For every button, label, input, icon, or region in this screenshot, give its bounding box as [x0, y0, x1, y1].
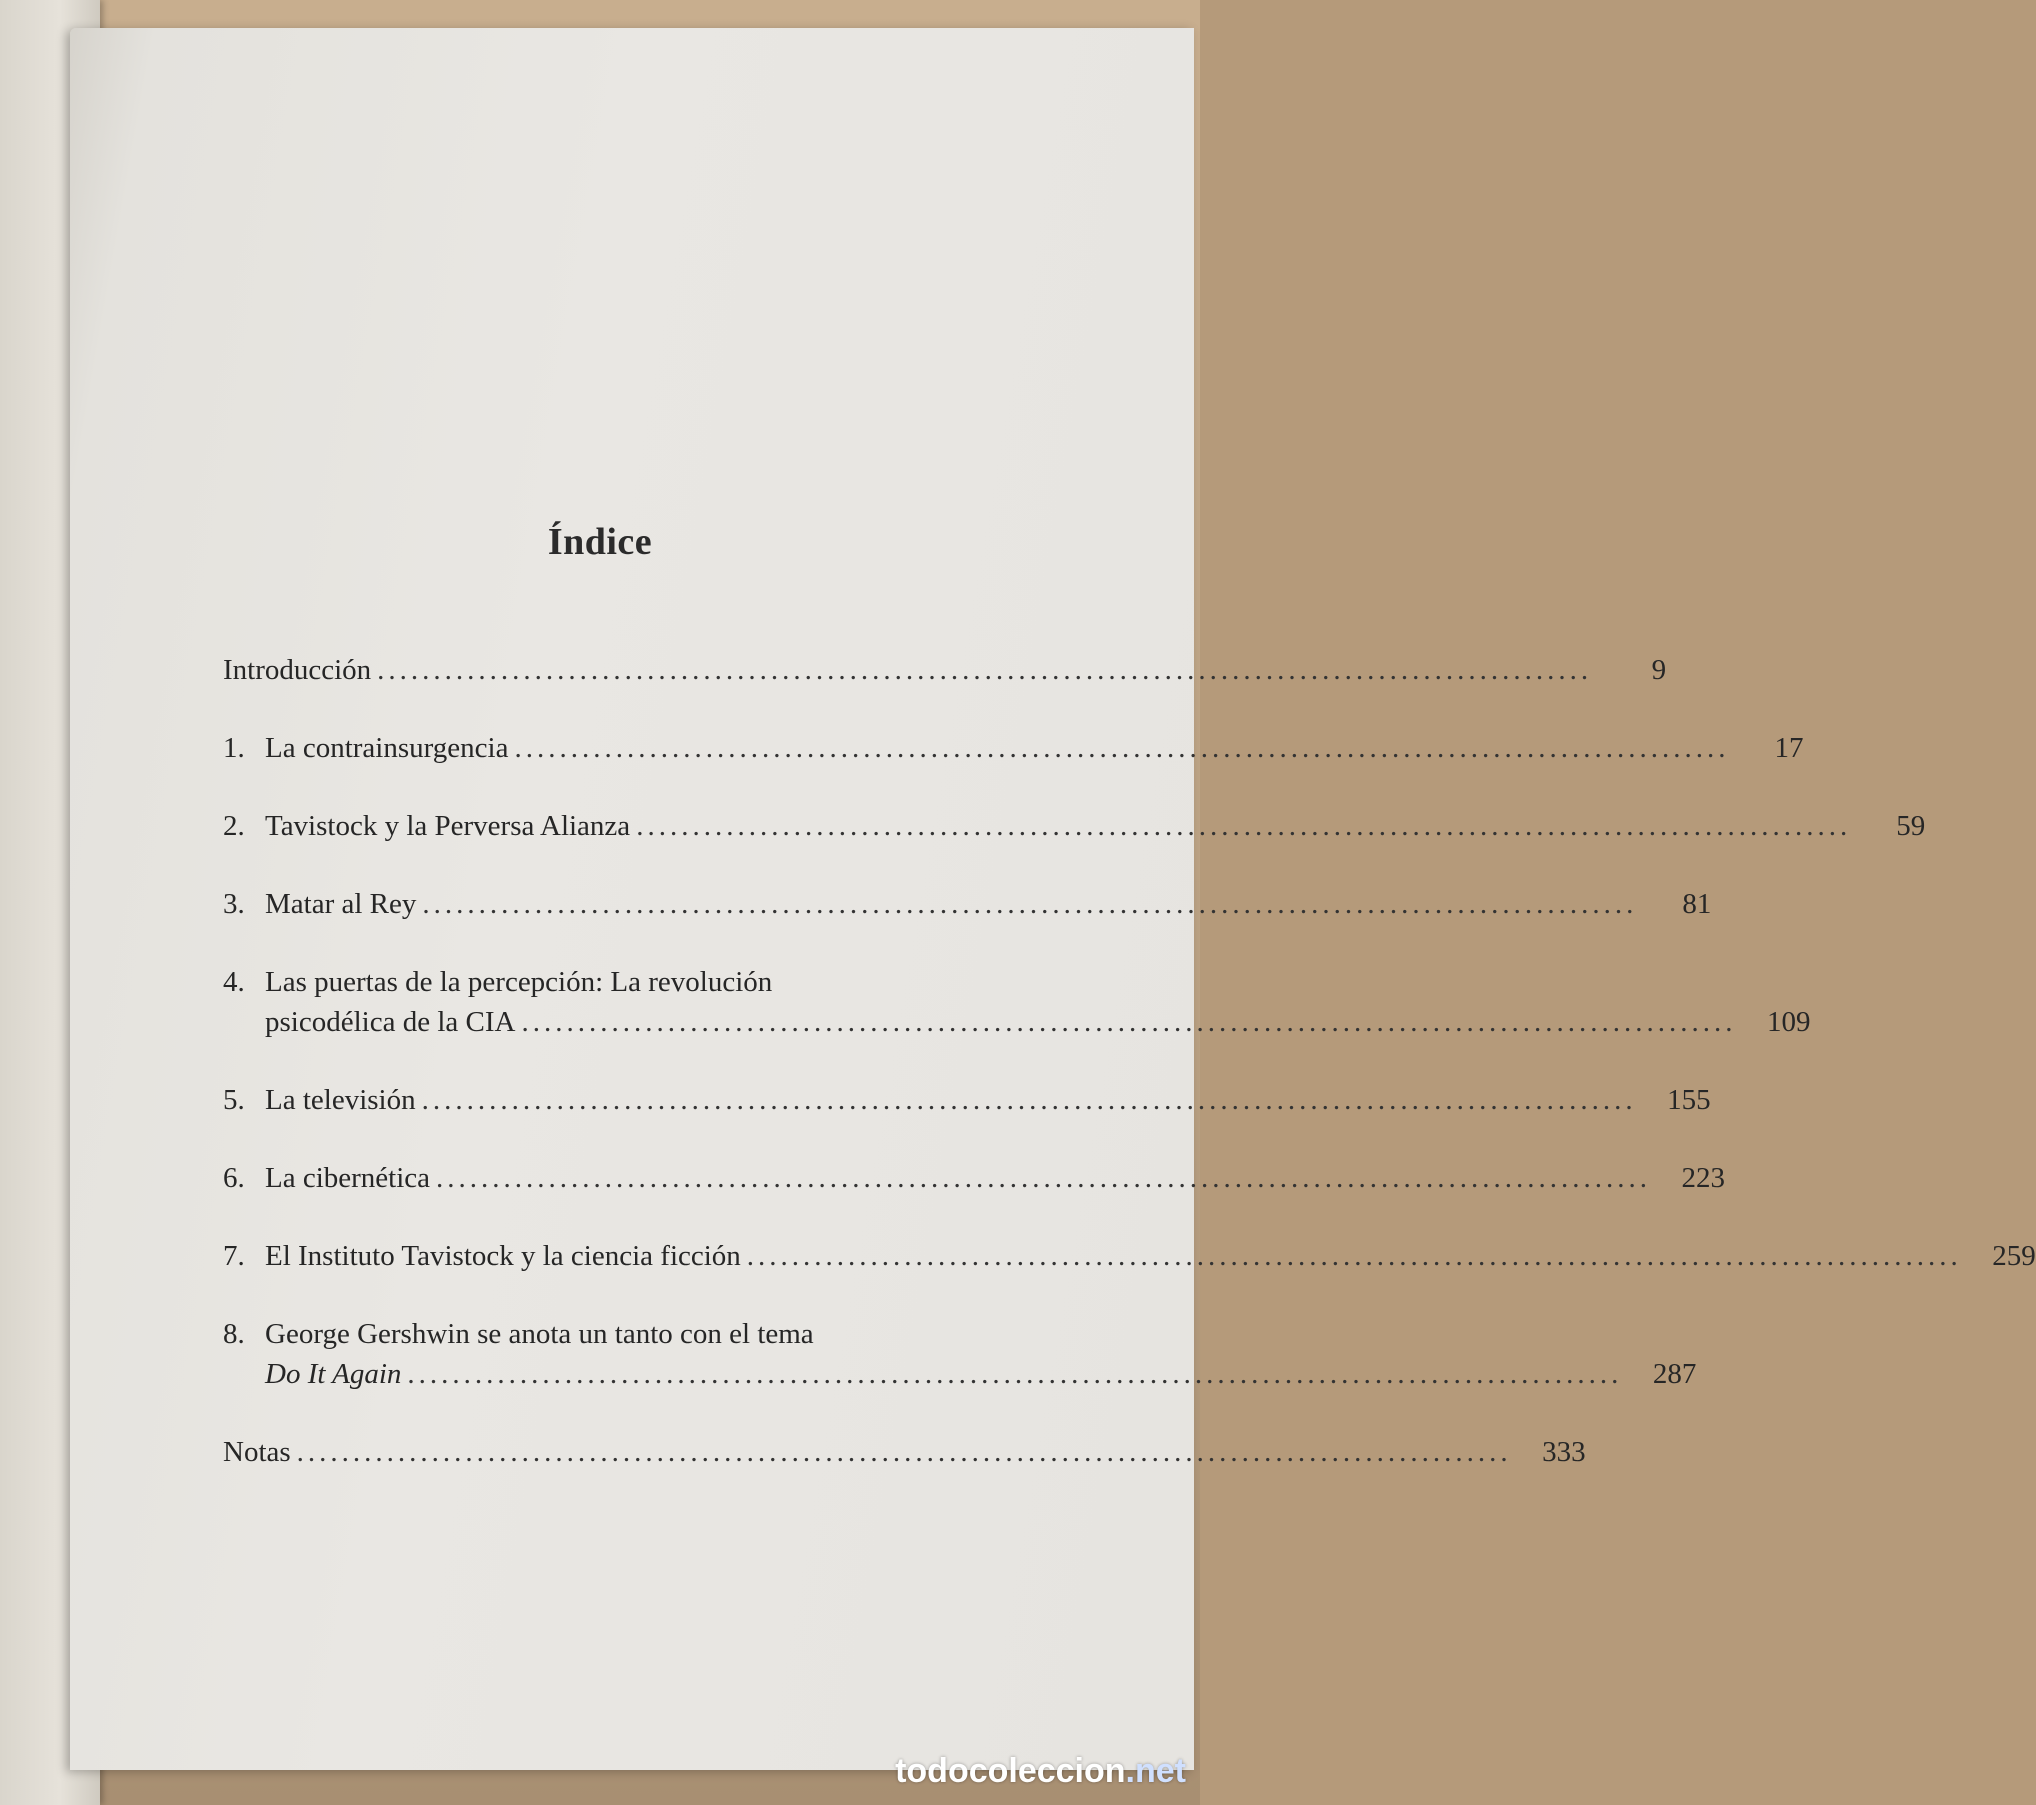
chapter-number: 2.	[223, 810, 245, 842]
toc-entry-chapter-6	[223, 1158, 1726, 1198]
chapter-number: 5.	[223, 1084, 245, 1116]
toc-entry-page: 81	[1682, 888, 1712, 920]
toc-entry-page: 287	[1652, 1358, 1697, 1390]
dot-leader: ............................................................................................................	[436, 1162, 1652, 1194]
toc-entry-introduccion	[223, 650, 1667, 690]
toc-entry-title-continued: psicodélica de la CIA	[265, 1006, 516, 1038]
toc-entry-page: 223	[1681, 1162, 1726, 1194]
toc-entry-title: Tavistock y la Perversa Alianza	[265, 810, 631, 842]
dot-leader: ............................................................................................................	[377, 654, 1593, 686]
chapter-number: 7.	[223, 1240, 245, 1272]
toc-entry-page: 333	[1542, 1436, 1586, 1468]
dot-leader: ............................................................................................................	[421, 1084, 1637, 1116]
toc-entry-page: 109	[1766, 1006, 1811, 1038]
toc-entry-page: 59	[1896, 810, 1926, 842]
watermark-brand: todocoleccion	[895, 1752, 1126, 1790]
chapter-number: 6.	[223, 1162, 245, 1194]
toc-entry-title: Las puertas de la percepción: La revolución	[265, 966, 773, 998]
toc-entry-page: 9	[1651, 654, 1667, 686]
dot-leader: ............................................................................................................	[514, 732, 1730, 764]
chapter-number: 3.	[223, 888, 245, 920]
toc-entry-page: 259	[1992, 1240, 2036, 1272]
toc-entry-title: George Gershwin se anota un tanto con el tema	[265, 1318, 814, 1350]
dot-leader: ............................................................................................................	[636, 810, 1852, 842]
dot-leader: ............................................................................................................	[296, 1436, 1512, 1468]
chapter-number: 1.	[223, 732, 245, 764]
toc-entry-chapter-1	[223, 728, 1804, 768]
dot-leader: ............................................................................................................	[521, 1006, 1737, 1038]
toc-entry-chapter-3	[223, 884, 1712, 924]
toc-entry-title: Introducción	[223, 654, 372, 686]
toc-entry-title: El Instituto Tavistock y la ciencia ficción	[265, 1240, 741, 1272]
toc-entry-chapter-2	[223, 806, 1926, 846]
toc-entry-chapter-5	[223, 1080, 1711, 1120]
toc-entry-title: La cibernética	[265, 1162, 431, 1194]
page-title: Índice	[547, 521, 653, 563]
toc-entry-chapter-8	[223, 1314, 1697, 1394]
toc-entry-title-continued: Do It Again	[265, 1358, 402, 1390]
toc-entry-title: Matar al Rey	[265, 888, 417, 920]
toc-entry-title: La contrainsurgencia	[265, 732, 509, 764]
toc-entry-page: 17	[1774, 732, 1804, 764]
chapter-number: 4.	[223, 966, 245, 998]
chapter-number: 8.	[223, 1318, 245, 1350]
dot-leader: ............................................................................................................	[407, 1358, 1623, 1390]
dot-leader: ............................................................................................................	[422, 888, 1638, 920]
watermark-logo	[895, 1752, 1186, 1791]
toc-entry-page: 155	[1667, 1084, 1711, 1116]
toc-entry-title: Notas	[223, 1436, 291, 1468]
watermark-tld: .net	[1125, 1752, 1186, 1790]
toc-entry-title: La televisión	[265, 1084, 416, 1116]
toc-entry-notas	[223, 1432, 1586, 1472]
toc-entry-chapter-4	[223, 962, 1811, 1042]
dot-leader: ............................................................................................................	[746, 1240, 1962, 1272]
toc-entry-chapter-7	[223, 1236, 2036, 1276]
